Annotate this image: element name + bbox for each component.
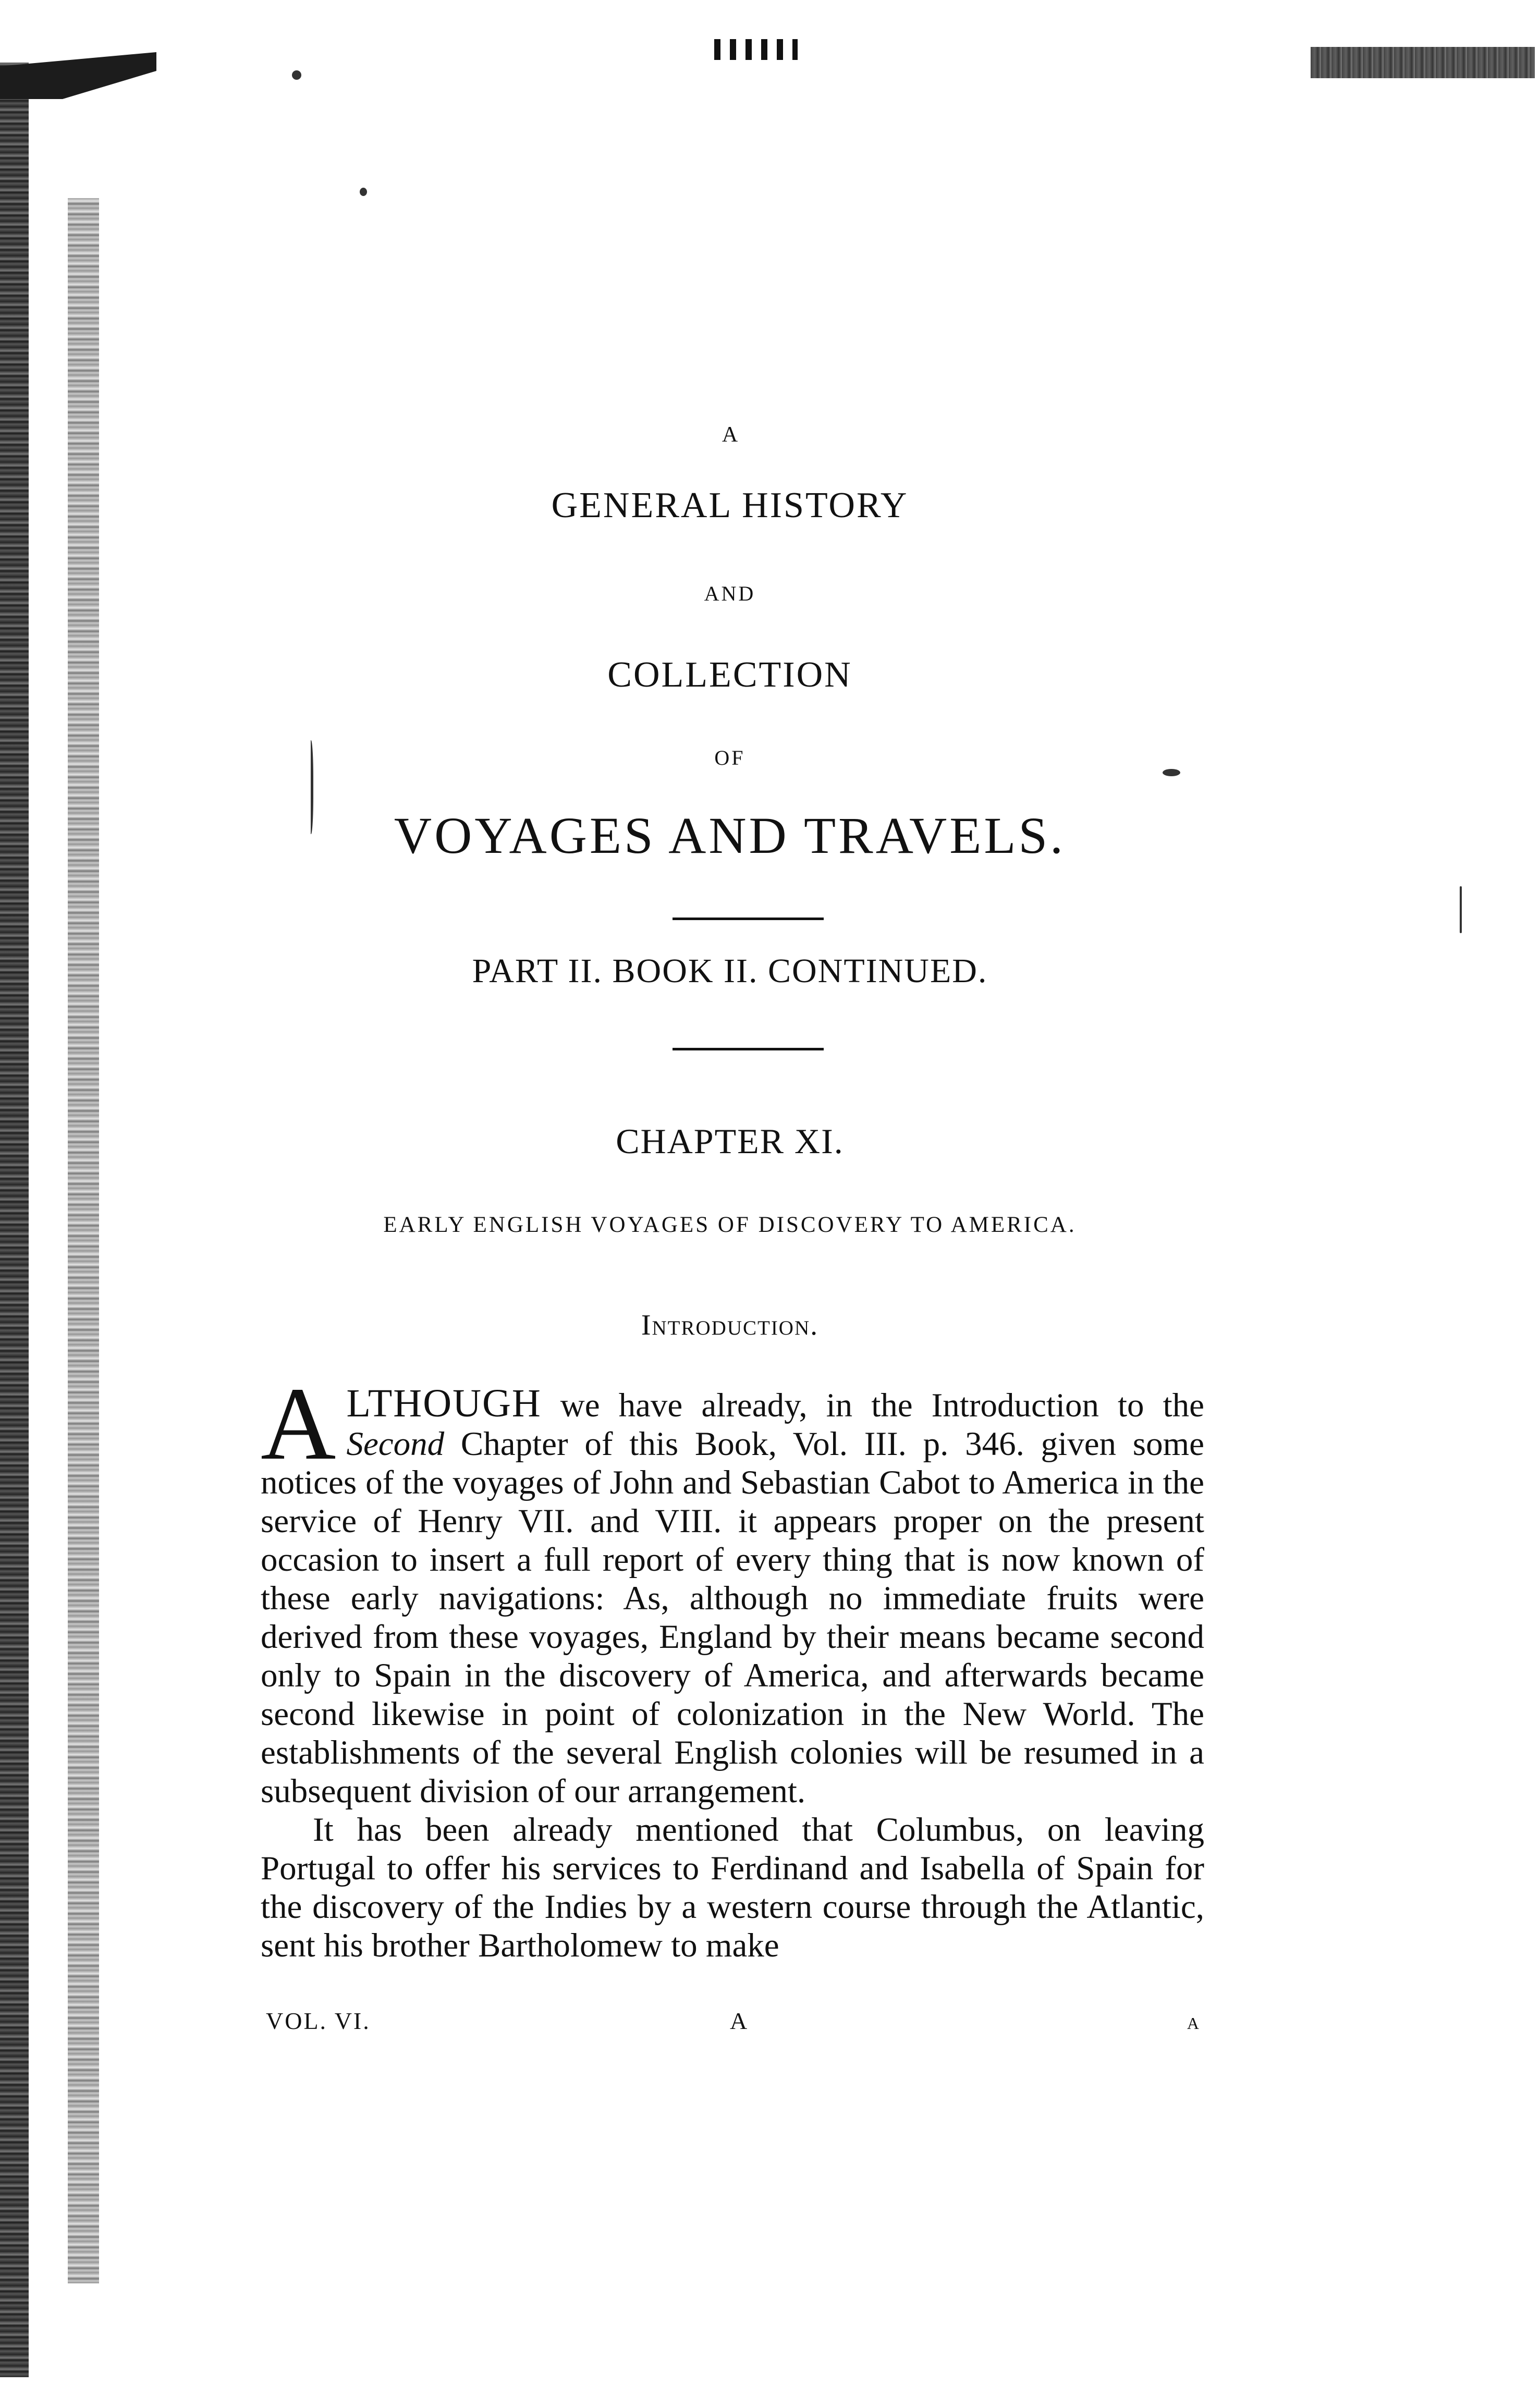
scan-border-left xyxy=(0,63,29,2377)
chapter-title: CHAPTER XI. xyxy=(616,1121,844,1161)
title-collection: COLLECTION xyxy=(607,655,852,695)
drop-cap: A xyxy=(261,1366,336,1482)
title-voyages-and-travels: VOYAGES AND TRAVELS. xyxy=(394,806,1066,864)
title-general-history: GENERAL HISTORY xyxy=(551,485,909,525)
paragraph-text: Chapter of this Book, Vol. III. p. 346. given some notices of the voyages of John and Sebastian Cabot to America in the service of Henry VII. and VIII. it appears proper on the present occasion to insert a full report of every thing that is now known of these early navigations: As, although no immediate fruits were derived from these voyages, England by their means became second only to Spain in the discovery of America, and afterwards became second likewise in point of colonization in the New World. The establishments of the several English colonies will be resumed in a subsequent division of our arrangement. xyxy=(261,1425,1204,1810)
title-of: OF xyxy=(714,746,745,769)
title-article: A xyxy=(722,423,738,447)
scan-speck xyxy=(1163,769,1180,776)
page-number: a xyxy=(1187,2008,1199,2034)
body-text xyxy=(261,1366,1204,1965)
paragraph xyxy=(261,1366,1204,1811)
scan-speck xyxy=(1460,886,1462,933)
italic-text: Second xyxy=(346,1425,445,1463)
scan-bleed-top-left xyxy=(0,52,156,99)
divider-rule xyxy=(673,918,824,920)
paragraph: It has been already mentioned that Columbus, on leaving Portugal to offer his services to Ferdinand and Isabella of Spain for the discovery of the Indies by a western course through the Atlantic, sent his brother Bartholomew to make xyxy=(261,1811,1204,1964)
volume-label: VOL. VI. xyxy=(266,2008,371,2034)
lead-caps: LTHOUGH xyxy=(346,1381,542,1425)
title-and: AND xyxy=(704,582,756,605)
scan-border-inner xyxy=(68,198,99,2283)
paragraph-text: we have already, in the Introduction to the xyxy=(541,1387,1204,1424)
page-footer xyxy=(266,2007,1199,2044)
section-heading: Introduction. xyxy=(641,1309,819,1341)
scan-bleed-top-right xyxy=(1311,47,1535,78)
chapter-subtitle: EARLY ENGLISH VOYAGES OF DISCOVERY TO AMERICA. xyxy=(383,1213,1077,1237)
scan-speck xyxy=(360,188,367,196)
scan-speck xyxy=(292,70,301,80)
part-heading: PART II. BOOK II. CONTINUED. xyxy=(472,952,988,990)
signature-mark: A xyxy=(730,2008,748,2034)
divider-rule xyxy=(673,1048,824,1050)
scan-bleed-top-mid xyxy=(714,39,798,60)
